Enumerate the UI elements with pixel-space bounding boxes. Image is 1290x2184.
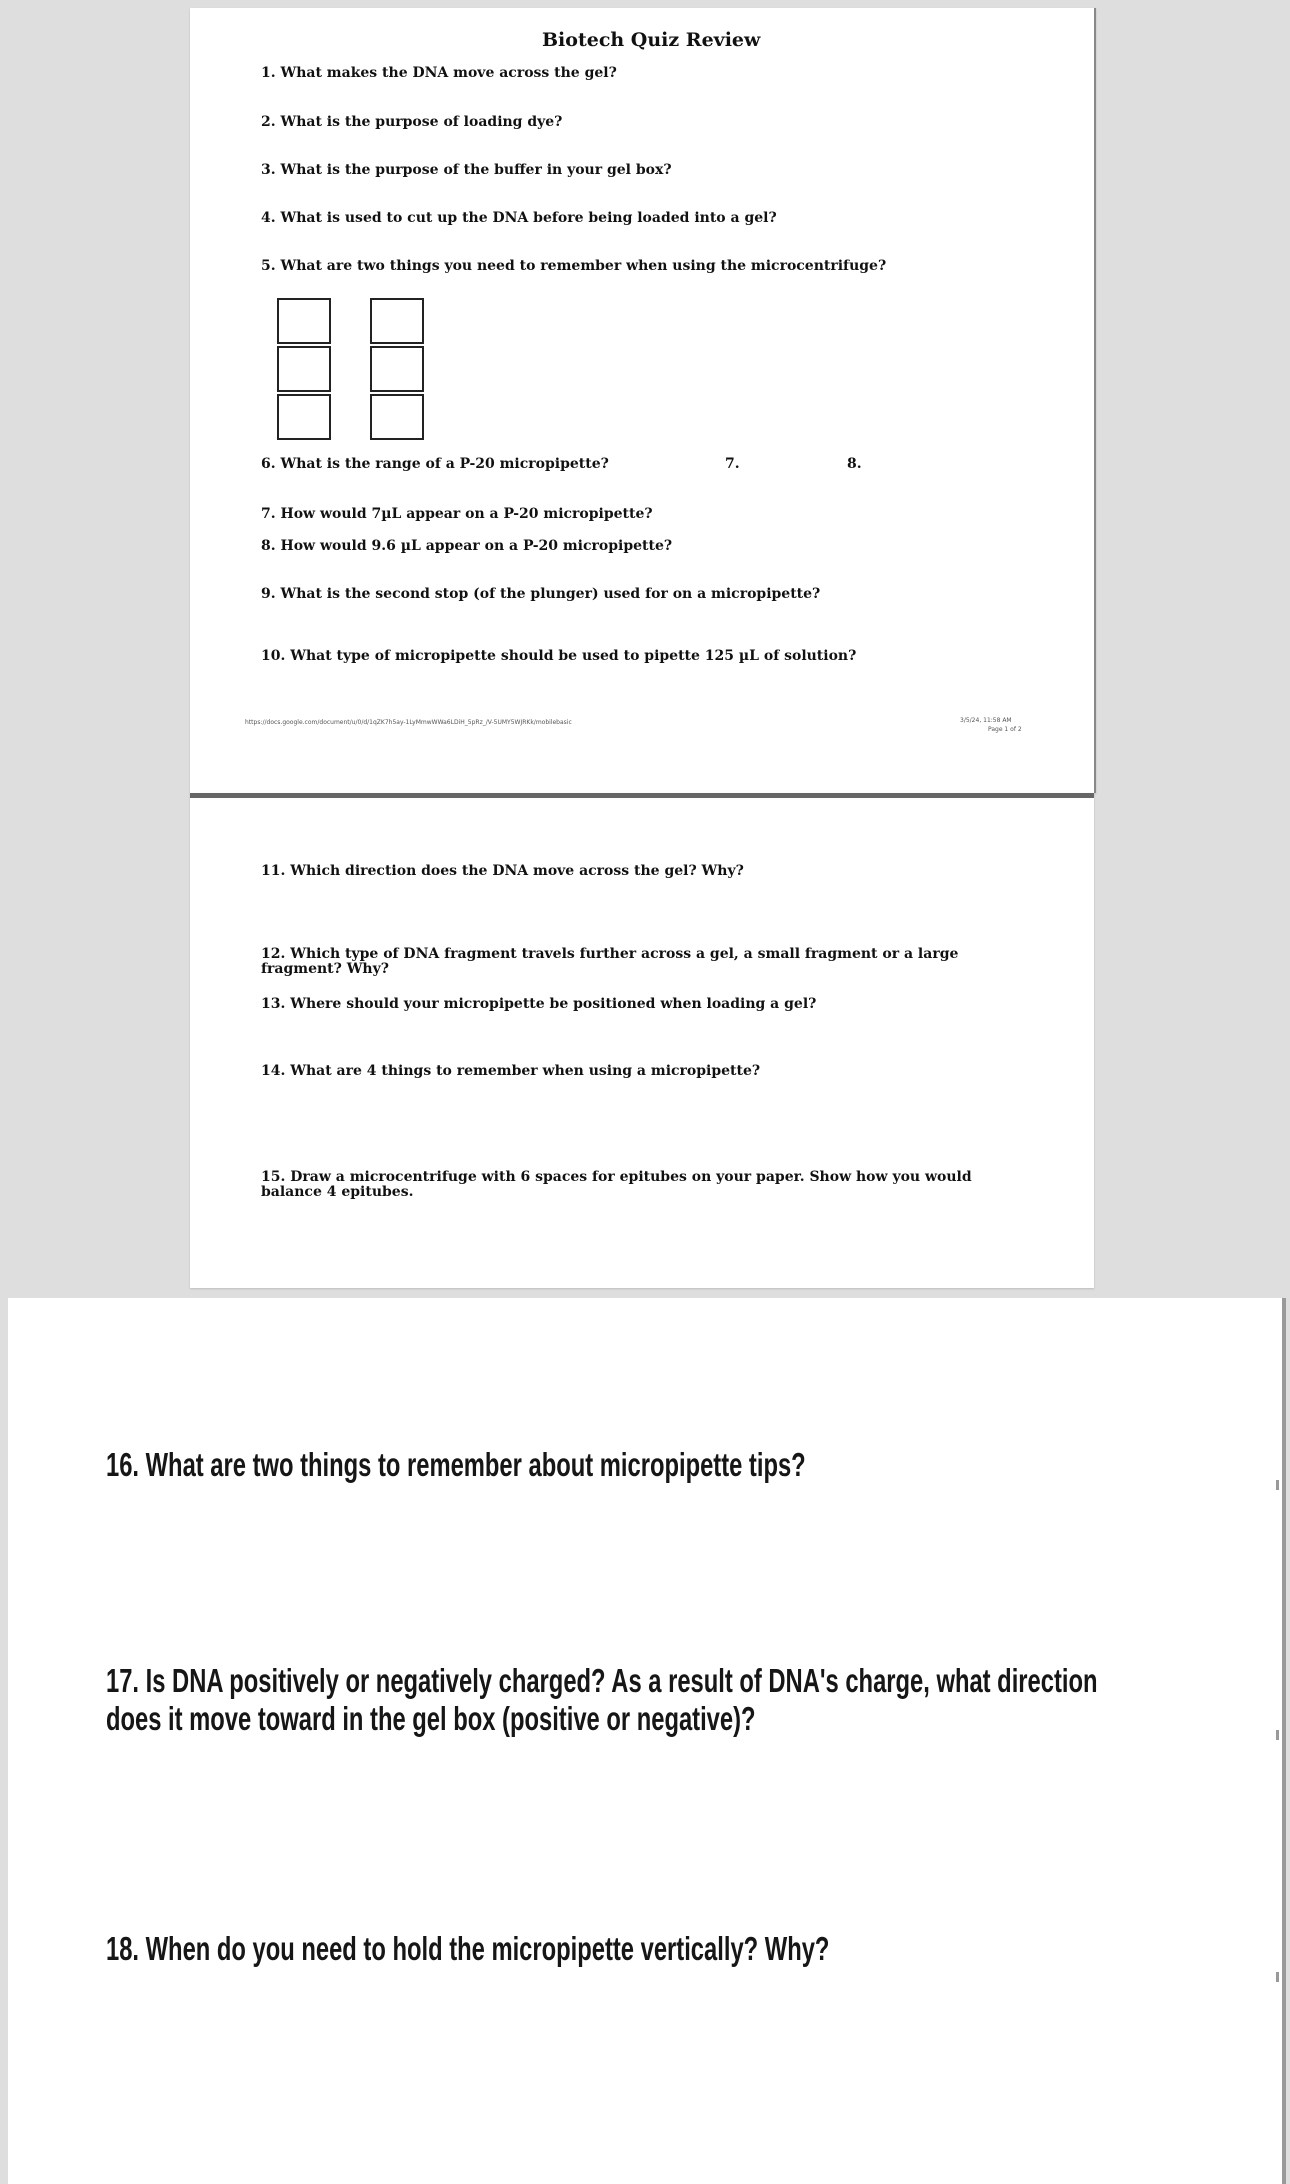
document-page-1 (190, 8, 1096, 793)
footer-date: 3/5/24, 11:58 AM (960, 717, 1012, 724)
microcentrifuge-diagram-right (370, 298, 426, 444)
question-15: 15. Draw a microcentrifuge with 6 spaces for epitubes on your paper. Show how you would balance 4 epitubes. (261, 1169, 972, 1200)
question-8: 8. How would 9.6 µL appear on a P-20 micropipette? (261, 538, 673, 554)
tube-slot (370, 346, 424, 392)
page-edge-mark (1276, 1972, 1279, 1982)
question-12: 12. Which type of DNA fragment travels further across a gel, a small fragment or a large fragment? Why? (261, 946, 959, 977)
question-4: 4. What is used to cut up the DNA before being loaded into a gel? (261, 210, 777, 226)
label-8: 8. (847, 456, 862, 472)
footer-page: Page 1 of 2 (988, 726, 1022, 733)
tube-slot (277, 394, 331, 440)
tube-slot (277, 346, 331, 392)
tube-slot (370, 298, 424, 344)
question-5: 5. What are two things you need to remember when using the microcentrifuge? (261, 258, 887, 274)
question-18: 18. When do you need to hold the micropipette vertically? Why? (106, 1930, 830, 1967)
question-2: 2. What is the purpose of loading dye? (261, 114, 563, 130)
question-16: 16. What are two things to remember about micropipette tips? (106, 1446, 806, 1483)
question-3: 3. What is the purpose of the buffer in your gel box? (261, 162, 672, 178)
page-edge-mark (1276, 1480, 1279, 1490)
page-edge-mark (1276, 1730, 1279, 1740)
question-11: 11. Which direction does the DNA move across the gel? Why? (261, 863, 744, 879)
question-6: 6. What is the range of a P-20 micropipette? (261, 456, 609, 472)
document-page-2 (190, 793, 1094, 1288)
microcentrifuge-diagram-left (277, 298, 333, 444)
question-9: 9. What is the second stop (of the plunger) used for on a micropipette? (261, 586, 821, 602)
question-17: 17. Is DNA positively or negatively charged? As a result of DNA's charge, what direction does it move toward in the gel box (positive or negative)? (106, 1662, 1098, 1737)
question-10: 10. What type of micropipette should be used to pipette 125 µL of solution? (261, 648, 857, 664)
tube-slot (370, 394, 424, 440)
question-1: 1. What makes the DNA move across the gel? (261, 65, 617, 81)
question-14: 14. What are 4 things to remember when using a micropipette? (261, 1063, 761, 1079)
question-7: 7. How would 7µL appear on a P-20 micropipette? (261, 506, 653, 522)
tube-slot (277, 298, 331, 344)
question-13: 13. Where should your micropipette be positioned when loading a gel? (261, 996, 817, 1012)
document-title: Biotech Quiz Review (542, 29, 761, 51)
document-page-3 (8, 1298, 1286, 2184)
label-7: 7. (725, 456, 740, 472)
footer-url: https://docs.google.com/document/u/0/d/1qZK7h5ay-1LyMmwWWa6LDiH_5pRz_/V-5UMY5WJRKk/mobilebasic (245, 719, 572, 726)
